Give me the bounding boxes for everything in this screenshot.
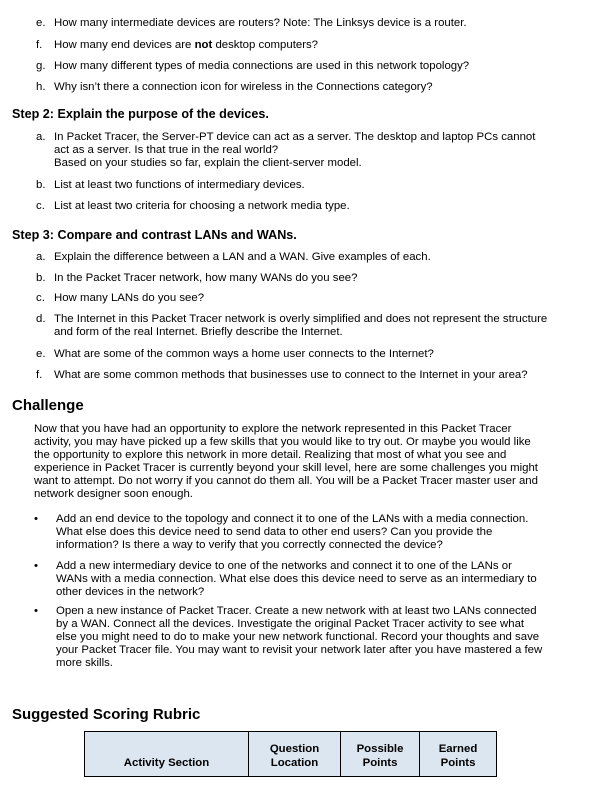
question-3f — [36, 369, 570, 382]
question-1g — [36, 60, 570, 73]
item-marker: f. — [36, 39, 43, 51]
step-2-heading: Step 2: Explain the purpose of the devices. — [12, 107, 269, 121]
question-1h — [36, 81, 570, 94]
table-header-row — [85, 732, 497, 777]
item-text: Explain the difference between a LAN and a WAN. Give examples of each. — [54, 251, 431, 263]
text-line: Add a new intermediary device to one of the networks and connect it to one of the LANs or — [56, 560, 512, 572]
challenge-bullet — [34, 605, 574, 670]
question-3e — [36, 348, 570, 361]
item-text: How many different types of media connections are used in this network topology? — [54, 60, 470, 72]
step-3-heading: Step 3: Compare and contrast LANs and WANs. — [12, 228, 297, 242]
bullet-text — [56, 605, 574, 670]
item-text — [54, 131, 570, 170]
text-line: Now that you have had an opportunity to explore the network represented in this Packet Tracer — [34, 423, 512, 435]
text-line: experience in Packet Tracer is currently beyond your skill level, here are some challenges you might — [34, 462, 538, 474]
text-line: your Packet Tracer file. You may want to revisit your network later after you have mastered a few — [56, 644, 543, 656]
item-marker: a. — [36, 131, 46, 143]
header-earned-points — [420, 732, 497, 777]
item-text: List at least two functions of intermediary devices. — [54, 179, 305, 191]
item-marker: b. — [36, 272, 46, 284]
text-line: the opportunity to explore this network in more detail. Realizing that most of what you see and — [34, 449, 507, 461]
text-part: How many end devices are — [54, 39, 195, 51]
item-text: How many intermediate devices are routers? Note: The Linksys device is a router. — [54, 17, 467, 29]
header-activity-section — [85, 732, 249, 777]
text-line: In Packet Tracer, the Server-PT device can act as a server. The desktop and laptop PCs cannot — [54, 131, 536, 143]
text-line: by a WAN. Connect all the devices. Investigate the original Packet Tracer activity to see what — [56, 618, 525, 630]
bullet-marker: • — [34, 605, 38, 617]
bullet-text — [56, 513, 574, 552]
scoring-rubric-table — [84, 731, 497, 777]
item-text: List at least two criteria for choosing a network media type. — [54, 200, 350, 212]
header-text: Earned — [438, 743, 478, 755]
header-question-location — [249, 732, 341, 777]
text-line: network designer soon enough. — [34, 488, 193, 500]
challenge-heading: Challenge — [12, 397, 84, 414]
item-marker: c. — [36, 292, 45, 304]
item-text: In the Packet Tracer network, how many WANs do you see? — [54, 272, 358, 284]
header-text: Activity Section — [123, 757, 210, 769]
emphasis-not: not — [194, 39, 213, 51]
header-text: Points — [362, 757, 398, 769]
text-line: other devices in the network? — [56, 586, 205, 598]
item-text: How many LANs do you see? — [54, 292, 205, 304]
text-line: Add an end device to the topology and connect it to one of the LANs with a media connection. — [56, 513, 529, 525]
question-3d — [36, 313, 570, 339]
rubric-heading: Suggested Scoring Rubric — [12, 706, 201, 723]
item-text: What are some of the common ways a home user connects to the Internet? — [54, 348, 434, 360]
bullet-marker: • — [34, 513, 38, 525]
item-marker: g. — [36, 60, 46, 72]
bullet-text — [56, 560, 574, 599]
item-marker: a. — [36, 251, 46, 263]
text-line: Open a new instance of Packet Tracer. Create a new network with at least two LANs connected — [56, 605, 537, 617]
item-marker: c. — [36, 200, 45, 212]
item-text: Why isn’t there a connection icon for wireless in the Connections category? — [54, 81, 433, 93]
header-text: Points — [440, 757, 476, 769]
item-marker: f. — [36, 369, 43, 381]
item-marker: d. — [36, 313, 46, 325]
challenge-bullet — [34, 513, 574, 552]
item-text — [54, 39, 570, 52]
item-text — [54, 313, 570, 339]
question-2a — [36, 131, 570, 170]
question-1e — [36, 17, 570, 30]
text-line: What else does this device need to send data to other end users? Can you provide the — [56, 526, 493, 538]
challenge-bullet — [34, 560, 574, 599]
text-line: Based on your studies so far, explain the client-server model. — [54, 157, 362, 169]
header-text: Location — [270, 757, 319, 769]
text-line: act as a server. Is that true in the real world? — [54, 144, 279, 156]
question-3a — [36, 251, 570, 264]
text-line: more skills. — [56, 657, 113, 669]
header-possible-points — [341, 732, 420, 777]
header-text: Possible — [356, 743, 404, 755]
item-marker: e. — [36, 17, 46, 29]
item-marker: b. — [36, 179, 46, 191]
question-1f — [36, 39, 570, 52]
question-2c — [36, 200, 570, 213]
text-line: and form of the real Internet. Briefly describe the Internet. — [54, 326, 343, 338]
question-2b — [36, 179, 570, 192]
text-line: activity, you may have picked up a few skills that you would like to try out. Or maybe you would like — [34, 436, 531, 448]
question-3c — [36, 292, 570, 305]
question-3b — [36, 272, 570, 285]
challenge-paragraph — [34, 423, 570, 501]
item-text: What are some common methods that businesses use to connect to the Internet in your area? — [54, 369, 528, 381]
text-line: information? Is there a way to verify that you correctly connected the device? — [56, 539, 443, 551]
item-marker: h. — [36, 81, 46, 93]
header-text: Question — [269, 743, 320, 755]
text-line: want to attempt. Do not worry if you cannot do them all. You will be a Packet Tracer master user and — [34, 475, 538, 487]
text-line: else you might need to do to make your new network functional. Record your thoughts and save — [56, 631, 540, 643]
bullet-marker: • — [34, 560, 38, 572]
text-line: WANs with a media connection. What else does this device need to serve as an intermediary to — [56, 573, 537, 585]
text-line: The Internet in this Packet Tracer network is overly simplified and does not represent the structure — [54, 313, 548, 325]
item-marker: e. — [36, 348, 46, 360]
text-part: desktop computers? — [212, 39, 319, 51]
